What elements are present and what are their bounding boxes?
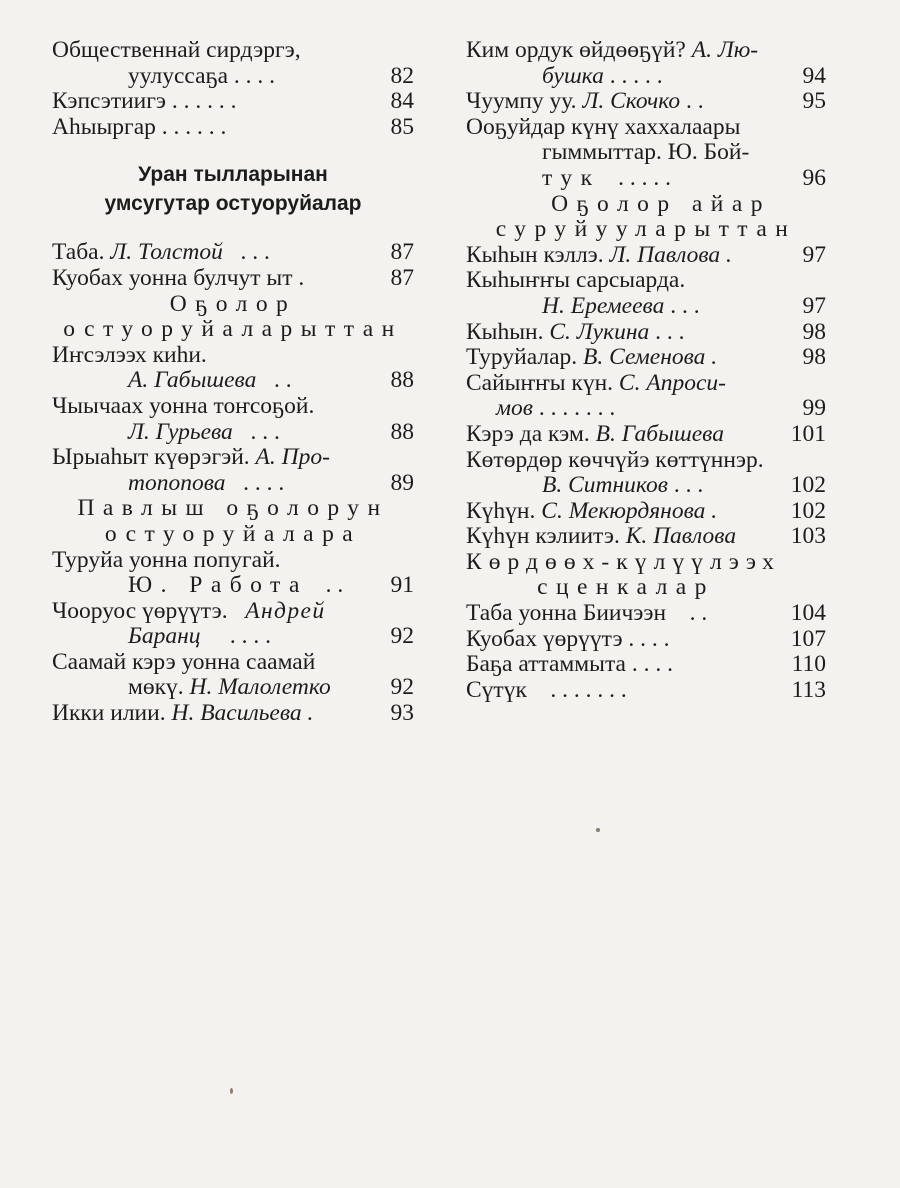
toc-entry — [52, 343, 414, 369]
entry-title: гыммыттар. Ю. Бой- — [542, 139, 750, 166]
toc-entry — [466, 371, 826, 397]
entry-title: Сайыҥҥы күн. — [466, 369, 614, 396]
toc-entry — [466, 396, 826, 422]
page-number: 97 — [802, 241, 826, 268]
toc-entry — [52, 394, 414, 420]
entry-title: Чыычаах уонна тоҥсоҕой. — [52, 392, 315, 419]
toc-entry — [466, 499, 826, 525]
page-number: 87 — [390, 264, 414, 291]
sub-heading: Көрдөөх-күлүүлээх — [466, 548, 781, 575]
page-number: 95 — [802, 88, 826, 115]
entry-title: Таба уонна Биичээн — [466, 600, 667, 627]
toc-entry — [52, 701, 414, 727]
toc-entry — [52, 266, 414, 292]
toc-entry — [466, 243, 826, 269]
toc-entry — [52, 368, 414, 394]
toc-entry — [52, 675, 414, 701]
leader-dots: . . . . . . . — [538, 395, 616, 422]
leader-dots: . . . — [240, 239, 270, 266]
page-number: 110 — [791, 651, 826, 678]
entry-title: Аһыыргар . . . . . . — [52, 113, 227, 140]
sub-heading: остуоруйаларыттан — [63, 316, 403, 343]
toc-entry — [466, 294, 826, 320]
entry-title: Общественнай сирдэргэ, — [52, 37, 301, 63]
page-number: 88 — [390, 367, 414, 394]
entry-author: С. Лукина — [549, 318, 650, 345]
entry-author: Л. Гурьева — [128, 418, 233, 445]
sub-heading: остуоруйалара — [104, 520, 362, 547]
sub-heading: сценкалар — [537, 574, 715, 601]
page-number: 93 — [390, 700, 414, 727]
page-number: 102 — [790, 472, 826, 499]
entry-author: Андрей — [245, 597, 326, 624]
section-heading: Уран тылларынан — [138, 163, 328, 187]
toc-entry — [52, 471, 414, 497]
toc-entry — [466, 627, 826, 653]
entry-author: К. Павлова — [625, 523, 737, 550]
page-number: 96 — [802, 164, 826, 191]
entry-author: Баранц — [128, 623, 201, 650]
page-number: 82 — [390, 62, 414, 89]
entry-title: Сүтүк — [466, 676, 527, 703]
toc-entry — [466, 422, 826, 448]
entry-title: Чооруос үөрүүтэ. — [52, 597, 228, 624]
toc-entry — [52, 599, 414, 625]
toc-entry — [466, 140, 826, 166]
leader-dots: . . . . . . . — [550, 676, 627, 703]
page-number: 92 — [390, 674, 414, 701]
toc-entry — [466, 89, 826, 115]
leader-dots: . . . . . — [609, 62, 663, 89]
leader-dots: . . — [273, 367, 292, 394]
entry-title: Кыһыҥҥы сарсыарда. — [466, 267, 686, 294]
entry-author: В. Ситников — [542, 472, 668, 499]
toc-entry — [466, 652, 826, 678]
sub-heading: Оҕолор айар — [551, 190, 771, 217]
section-heading: умсугутар остуоруйалар — [104, 192, 362, 216]
toc-entry — [52, 64, 414, 90]
page-number: 98 — [802, 344, 826, 371]
leader-dots: . . . — [655, 318, 685, 345]
leader-dots: . . . . — [628, 625, 670, 652]
toc-right-column — [466, 38, 826, 703]
sub-heading: Оҕолор — [169, 290, 297, 317]
entry-author: мов — [496, 395, 533, 422]
page-number: 98 — [802, 318, 826, 345]
entry-title: уулуссаҕа . . . . — [128, 62, 276, 89]
leader-dots: . . — [325, 572, 344, 599]
entry-author: Ю. Работа — [128, 572, 308, 599]
entry-title: Туруйалар. — [466, 344, 578, 371]
toc-entry — [466, 473, 826, 499]
entry-title: Кыһын кэллэ. — [466, 241, 604, 268]
entry-author: Н. Васильева . — [171, 700, 314, 727]
leader-dots: . . . . . — [618, 164, 672, 191]
entry-author: В. Семенова . — [583, 344, 718, 371]
page-number: 91 — [390, 572, 414, 599]
entry-title: Таба. — [52, 239, 105, 266]
page-number: 103 — [790, 523, 826, 550]
page-number: 85 — [390, 113, 414, 140]
entry-title: Иҥсэлээх киһи. — [52, 341, 207, 368]
toc-entry — [52, 548, 414, 574]
entry-title: Куобах уонна булчут ыт . — [52, 264, 305, 291]
sub-heading: суруйууларыттан — [495, 216, 797, 243]
entry-title: Ким ордук өйдөөҕүй? — [466, 37, 686, 63]
page-number: 113 — [791, 676, 826, 703]
entry-author: С. Мекюрдянова . — [541, 497, 718, 524]
toc-entry — [466, 678, 826, 704]
entry-author: Н. Еремеева — [542, 292, 665, 319]
leader-dots: . . . . — [631, 651, 673, 678]
toc-entry — [52, 650, 414, 676]
entry-title: Кэрэ да кэм. — [466, 420, 590, 447]
toc-entry — [52, 38, 414, 64]
entry-title: Чуумпу уу. — [466, 88, 577, 115]
entry-author: Л. Толстой — [110, 239, 223, 266]
toc-entry — [466, 524, 826, 550]
entry-author: Н. Малолетко — [189, 674, 331, 701]
toc-entry — [52, 624, 414, 650]
toc-entry — [466, 601, 826, 627]
toc-entry — [466, 320, 826, 346]
entry-title: Саамай кэрэ уонна саамай — [52, 648, 316, 675]
page-number: 99 — [802, 395, 826, 422]
page-number: 102 — [790, 497, 826, 524]
toc-entry — [52, 115, 414, 141]
entry-author: бушка — [542, 62, 604, 89]
leader-dots: . . . . — [243, 469, 285, 496]
toc-entry — [466, 268, 826, 294]
leader-dots: . . — [685, 88, 704, 115]
toc-entry — [52, 573, 414, 599]
page-number: 101 — [790, 420, 826, 447]
entry-title: Кэпсэтиигэ . . . . . . — [52, 88, 237, 115]
page-number: 104 — [790, 600, 826, 627]
toc-entry — [52, 240, 414, 266]
page-number: 94 — [802, 62, 826, 89]
paper-speck — [230, 1088, 233, 1094]
toc-entry — [466, 345, 826, 371]
entry-title: Кыһын. — [466, 318, 544, 345]
page-number: 89 — [390, 469, 414, 496]
entry-title: Икки илии. — [52, 700, 166, 727]
entry-title: мөкү. — [128, 674, 184, 701]
toc-entry — [52, 420, 414, 446]
page-number: 87 — [390, 239, 414, 266]
toc-left-column — [52, 38, 414, 727]
toc-entry — [466, 448, 826, 474]
toc-entry — [466, 38, 826, 64]
leader-dots: . . . — [670, 292, 700, 319]
entry-title: Күһүн кэлиитэ. — [466, 523, 620, 550]
page-number: 88 — [390, 418, 414, 445]
page-number: 97 — [802, 292, 826, 319]
entry-author: А. Лю- — [691, 37, 759, 63]
entry-author: топопова — [128, 469, 226, 496]
entry-title: Туруйа уонна попугай. — [52, 546, 281, 573]
entry-author: С. Апроси- — [618, 369, 726, 396]
toc-entry — [466, 115, 826, 141]
toc-entry — [466, 166, 826, 192]
sub-heading: Павлыш оҕолорун — [77, 495, 389, 522]
entry-title: Баҕа аттаммыта — [466, 651, 626, 678]
page-number: 92 — [390, 623, 414, 650]
entry-author: В. Габышева — [595, 420, 724, 447]
leader-dots: . . — [689, 600, 708, 627]
entry-title: Ырыаһыт күөрэгэй. — [52, 444, 250, 471]
toc-entry — [52, 445, 414, 471]
page-number: 107 — [790, 625, 826, 652]
entry-title: Куобах үөрүүтэ — [466, 625, 623, 652]
entry-title: Көтөрдөр көччүйэ көттүннэр. — [466, 446, 764, 473]
paper-speck — [596, 828, 600, 832]
entry-author: Л. Павлова . — [609, 241, 732, 268]
entry-title: Ооҕуйдар күнү хаххалаары — [466, 113, 741, 140]
toc-entry — [52, 89, 414, 115]
entry-author: А. Про- — [255, 444, 330, 471]
leader-dots: . . . — [250, 418, 280, 445]
entry-author: Л. Скочко — [582, 88, 681, 115]
leader-dots: . . . . — [229, 623, 272, 650]
entry-author: А. Габышева — [128, 367, 257, 394]
entry-title: Күһүн. — [466, 497, 536, 524]
toc-entry — [466, 64, 826, 90]
leader-dots: . . . — [673, 472, 704, 499]
page-number: 84 — [390, 88, 414, 115]
entry-title: тук — [542, 164, 601, 191]
